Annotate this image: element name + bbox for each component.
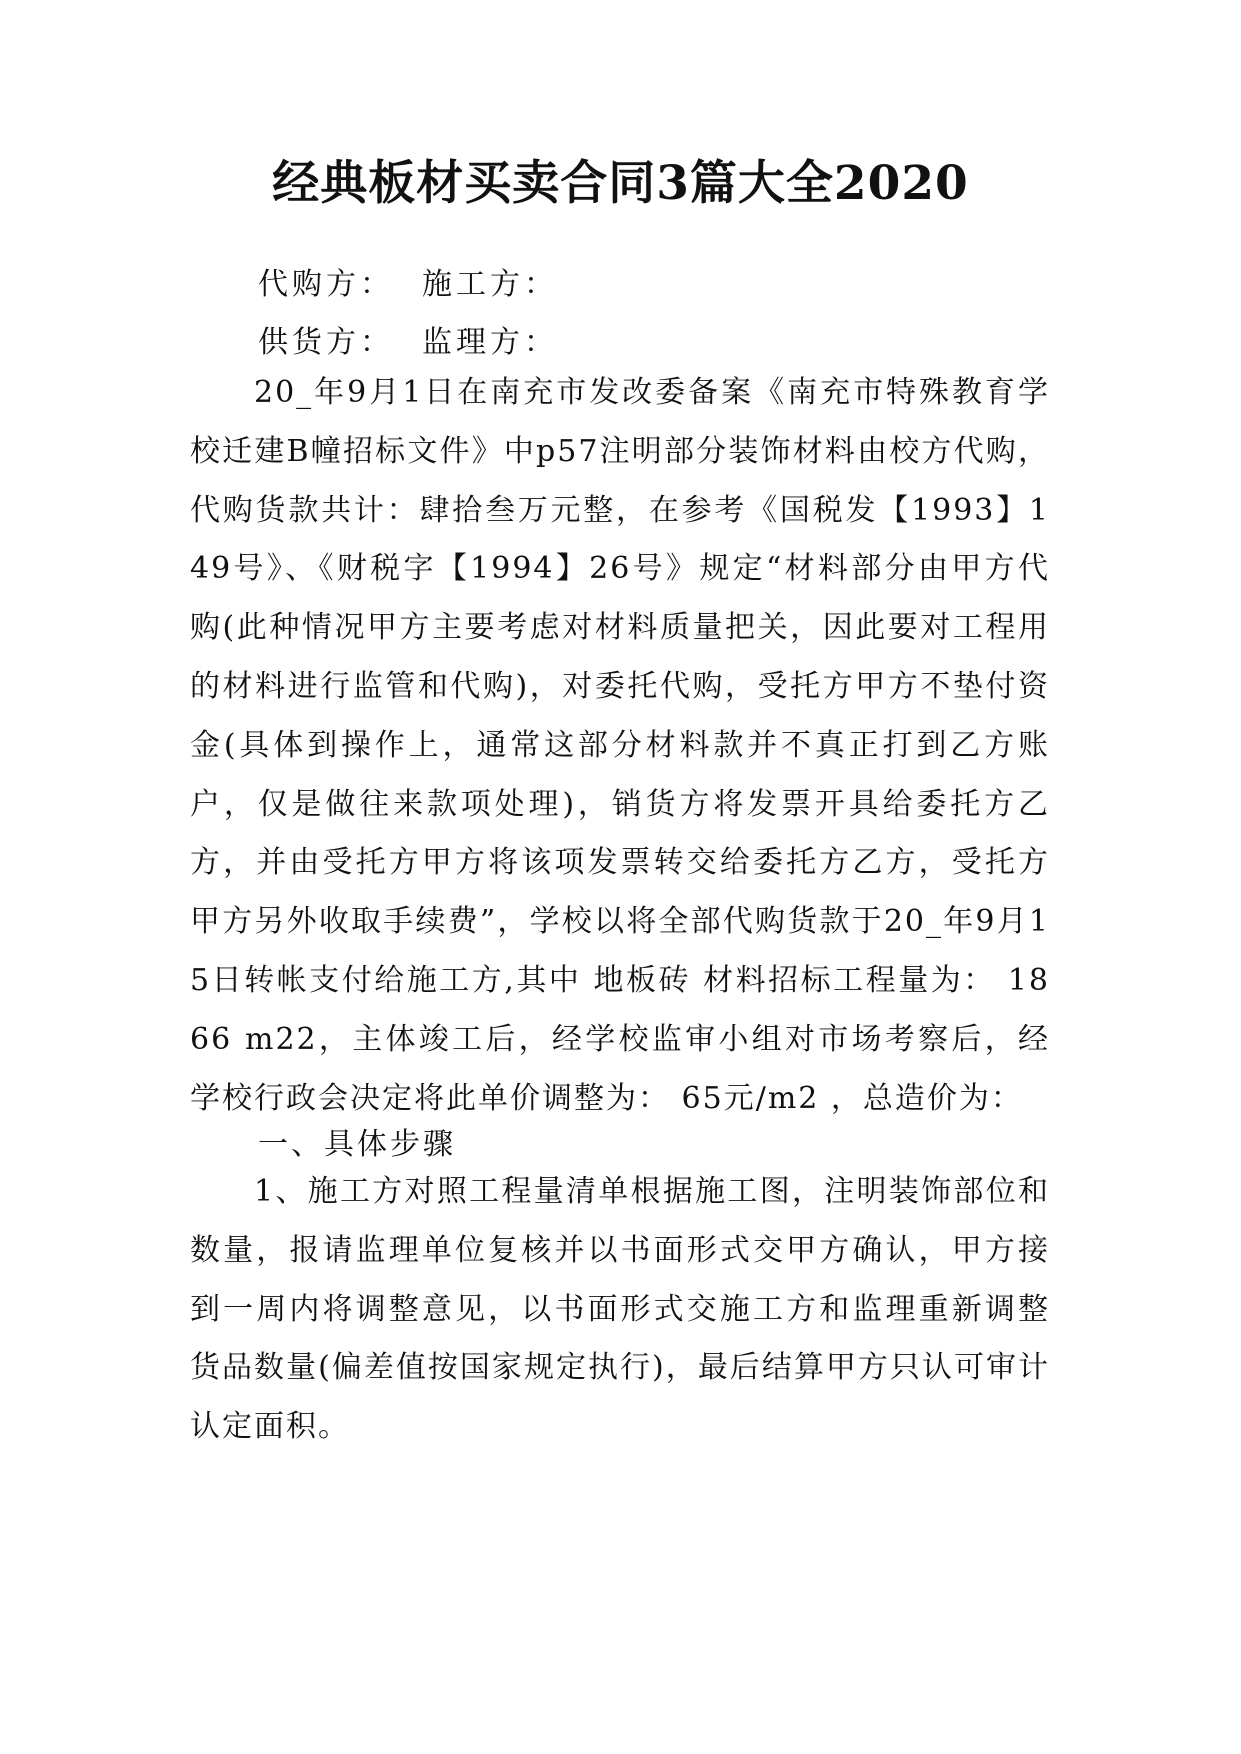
purchaser-label: 代购方： xyxy=(258,267,394,302)
paragraph-background: 20_年9月1日在南充市发改委备案《南充市特殊教育学校迁建B幢招标文件》中p57注明部分装饰材料由校方代购，代购货款共计：肆拾叁万元整，在参考《国税发【1993】149号》、《财税字【1994】26号》规定“材料部分由甲方代购(此种情况甲方主要考虑对材料质量把关，因此要对工程用的材料进行监管和代购)，对委托代购，受托方甲方不垫付资金(具体到操作上，通常这部分材料款并不真正打到乙方账户，仅是做往来款项处理)，销货方将发票开具给委托方乙方，并由受托方甲方将该项发票转交给委托方乙方，受托方甲方另外收取手续费”，学校以将全部代购货款于20_年9月15日转帐支付给施工方,其中 地板砖 材料招标工程量为： 1866 m22，主体竣工后，经学校监审小组对市场考察后，经学校行政会决定将此单价调整为： 65元/m2 ，总造价为： xyxy=(190,375,1050,1116)
document-title: 经典板材买卖合同3篇大全2020 xyxy=(272,156,969,211)
contractor-label: 施工方： xyxy=(422,267,558,302)
section-heading: 一、具体步骤 xyxy=(258,1127,456,1162)
party-line-purchaser xyxy=(258,262,558,308)
party-line-supplier xyxy=(258,320,558,366)
paragraph-step-1: 1、施工方对照工程量清单根据施工图，注明装饰部位和数量，报请监理单位复核并以书面形式交甲方确认，甲方接到一周内将调整意见，以书面形式交施工方和监理重新调整货品数量(偏差值按国家规定执行)，最后结算甲方只认可审计认定面积。 xyxy=(190,1174,1050,1445)
supplier-label: 供货方： xyxy=(258,325,394,360)
supervisor-label: 监理方： xyxy=(422,325,558,360)
